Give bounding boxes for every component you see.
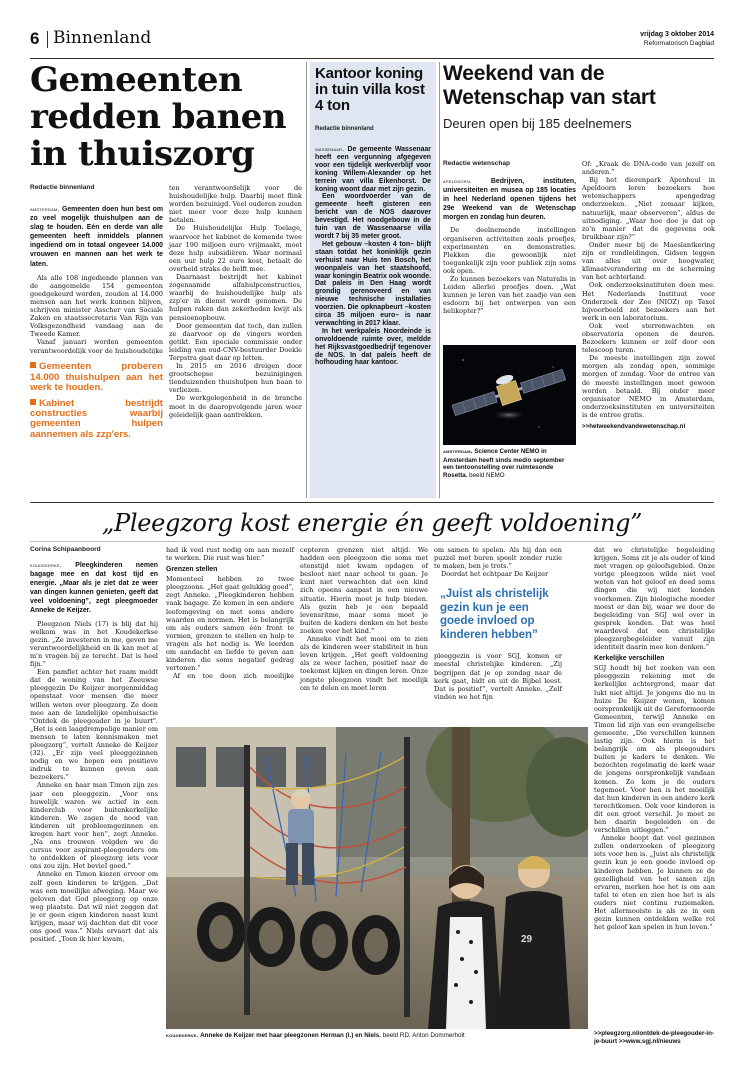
lead-paragraph — [30, 205, 163, 269]
paragraph-text: Het gebouw –kosten 4 ton– blijft staan totdat het koninklijk gezin verhuist naar Huis ten Bosch, het woonpaleis van het staatshoofd, waar koningin Beatrix ook woonde. Dat paleis in Den Haag wordt grondig gerenoveerd en van nieuwe technische installaties voorzien. Die opknapbeurt –kosten circa 35 miljoen euro– is naar verwachting in 2017 klaar. — [315, 240, 431, 327]
byline: Redactie wetenschap — [443, 160, 511, 167]
dateline: wassenaar. — [315, 146, 345, 153]
column-1 — [443, 177, 576, 316]
paragraph: In 2015 en 2016 dreigen door grootschepse bezuinigingen tienduizenden thuishulpen hun baan te verliezen. — [169, 362, 302, 395]
paragraph: Als alle 108 ingediende plannen van de aangemelde 154 gemeenten goedgekeurd worden, zouden al 14.000 mensen aan het werk kunnen blijven, schrijven minister Asscher van Sociale Zaken en staatssecretaris Van Rijn van Volksgezondheid vandaag aan de Tweede Kamer. — [30, 273, 163, 339]
paragraph — [315, 241, 431, 328]
bullet-text: Gemeenten proberen 14.000 thuishulpen aan het werk te houden. — [30, 361, 163, 393]
byline: Redactie binnenland — [30, 184, 95, 191]
paragraph-text: In het werkpaleis Noordeinde is onvoldoende ruimte over, meldde het Rijksvastgoedbedrijf tegenover de NOS. In dat paleis heeft de hofhouding haar kantoor. — [315, 327, 431, 367]
paragraph: Anneke hoopt dat veel gezinnen zullen onderzoeken of pleegzorg iets voor hen is. „Juist als christelijk gezin kun je een goede invloed op kinderen hebben. Je kunnen ze de gezelligheid van het samen zijn ervaren, merken hoe het is om aan tafel te eten en zien hoe het is als ouders niet continu ruziemaken. Het allermooiste is als ze in een gezin kunnen ontdekken welke rol het geloof kan spelen in hun leven.” — [594, 834, 715, 932]
divider — [306, 62, 307, 498]
author: Corina Schipaanboord — [30, 546, 101, 553]
paragraph: dat we christelijke begeleiding krijgen. Soms zit je als ouder of kind met vragen op geloofsgebied. Onze vorige pleegzoon wilde niet veel weten van het geloof en deed soms dingen die wij niet konden voorkomen. Zijn biologische moeder moest er dan bij, waar we door de begeleiding van SGJ wel over in gesprek konden. Dat was heel waardevol dat een christelijke pleegzorgbegeleider vanuit zijn identiteit daarin mee kon denken.” — [594, 546, 715, 652]
paragraph: cepteren grenzen niet altijd. We hadden een pleegzoon die soms met etenstijd niet kwam opdagen of besloot niet naar school te gaan. Je kunt niet verwachten dat een kind zich opeens aanpast in een nieuwe situatie. Hierin moet je hulp bieden. Als gezin heb je een bepaald levensritme, maar soms moet je buiten de kaders denken en het beste zoeken voor het kind.” — [300, 546, 428, 635]
caption-place: koudekerke. — [166, 1033, 199, 1039]
paragraph: Pleegzoon Niels (17) is blij dat hij welkom was in het Koudekerkse gezin. „Ze investeren in me, geven me verantwoordelijkheid en ik kan met al m'n vragen bij ze terecht. Dat is heel fijn.” — [30, 619, 158, 669]
paragraph: Ook onderzoeksinstituten doen mee. Het Nederlands Instituut voor Onderzoek der Zee (NIOZ) op Texel bijvoorbeeld zet bezoekers aan het werk in een laboratorium. — [582, 281, 715, 322]
caption-text: Anneke de Keijzer met haar pleegzonen Herman (l.) en Niels. — [200, 1032, 381, 1039]
paragraph: Af en toe doen zich moeilijke — [173, 672, 294, 681]
headline-line: Weekend van de — [443, 62, 605, 85]
headline-pleegzorg: „Pleegzorg kost energie én geeft voldoening” — [101, 509, 643, 537]
paragraph: pleeggezin is voor SGJ, komen er meestal christelijke kinderen. „Zij begrijpen dat je op zondag naar de kerk gaat, bidt en uit de Bijbel leest. Dat is positief”, vertelt Anneke. „Zelf vinden we het fijn — [434, 652, 562, 701]
lead-paragraph — [30, 561, 158, 616]
paragraph: De werkgelegenheid in de branche moet in de daaropvolgende jaren weer geleidelijk gaan aantrekken. — [169, 394, 302, 419]
headline-thuiszorg — [30, 62, 302, 173]
section-rule — [30, 502, 714, 503]
lead-text: Bedrijven, instituten, universiteiten en musea op 185 locaties in heel Nederland openen tijdens het 29e Weekend van de Wetenschap morgen en zondag hun deuren. — [443, 178, 576, 222]
paragraph: Daarnaast bestrijdt het kabinet zogenaamde alfahulpconstructies, waarbij de huishoudelijke hulp als zzp'er in dienst wordt genomen. De hulpen raken dan zekerheden kwijt als pensioenopbouw. — [169, 273, 302, 322]
dateline: koudekerke. — [30, 562, 62, 569]
header-paper: Reformatorisch Dagblad — [643, 40, 714, 47]
headline-line: Gemeenten — [30, 60, 243, 100]
paragraph: De deelnemende instellingen organiseren activiteiten zoals proefjes, experimenten en demonstraties. Plekken die gewoonlijk niet toegankelijk zijn voor publiek zijn soms ook open. — [443, 226, 576, 275]
paragraph: SGJ houdt bij het zoeken van een pleeggezin rekening met de kerkelijke achtergrond, maar dat lukt niet altijd. Je jongens die nu in huize De Keijzer wonen, komen oorspronkelijk uit de Gereformeerde Gemeenten, terwijl Anneke en Timon lid zijn van een evangelische gemeente. „Die verschillen kunnen lastig zijn. Ook hierin is het belangrijk om als pleegouders buiten je kaders te denken. We bezochten regelmatig de kerk waar de jongens oorspronkelijk vandaan komen. Zo kom je de ouders tegemoet. Voor hen is het moeilijk dat hun kinderen in een andere kerk terechtkomen. Ook voor kinderen is dit een groot verschil. Je moet ze hen daarin begeleiden en de verschillen uitleggen.” — [594, 664, 715, 835]
column-1 — [30, 561, 158, 1061]
headline-line: in thuiszorg — [30, 134, 255, 174]
photo-caption-rosetta — [443, 448, 576, 479]
bullet-marker — [30, 362, 36, 368]
paragraph: Ook veel sterrenwachten en observatoria openen de deuren. Bezoekers kunnen er zelf door een telescoop turen. — [582, 321, 715, 355]
dateline: apeldoorn. — [443, 178, 472, 185]
paragraph: Zo kunnen bezoekers van Naturalis in Leiden allerlei proefjes doen. „Wat kunnen je leren van het zaadje van een esdoorn bij het ontwerpen van een helikopter?” — [443, 275, 576, 316]
photo-family — [166, 727, 588, 1029]
subheadline: Deuren open bij 185 deelnemers — [443, 116, 632, 131]
paragraph: had ik veel rust nodig om aan mezelf te werken. Die rust was hier.” — [166, 546, 294, 563]
photo-rosetta — [443, 345, 576, 445]
paragraph: De Huishoudelijke Hulp Toelage, waarvoor het kabinet de komende twee jaar 190 miljoen euro vrijmaakt, moet deze hulp subsidiëren. Waar normaal een uur hulp 22 euro kost, betaalt de overheid straks de helft mee. — [169, 224, 302, 273]
paragraph: ten verantwoordelijk voor de huishoudelijke hulp. Daarbij moet flink worden bezuinigd. Veel ouderen zouden niet meer voor deze hulp kunnen betalen. — [169, 184, 302, 225]
paragraph — [315, 328, 431, 368]
family-photo-image — [166, 727, 588, 1029]
byline: Redactie binnenland — [315, 126, 374, 132]
caption-credit: beeld RD, Anton Dommerholt — [382, 1032, 465, 1039]
caption-text: Science Center NEMO in Amsterdam heeft sinds medio september een tentoonstelling over ruimtesonde Rosetta. — [443, 448, 565, 479]
column-2 — [582, 160, 715, 431]
paragraph: Of: „Kraak de DNA-code van jezelf en anderen.” — [582, 160, 715, 177]
paragraph: Anneke en haar man Timon zijn zes jaar een pleeggezin. „Voor ons huwelijk waren we actief in een kinderclub voor buitenkerkelijke kinderen. We zagen de nood van kinderen uit probleemgezinnen en kregen hart voor hen”, zegt Anneke. „Na ons trouwen volgden we de cursus voor aspirant-pleegouders om te ontdekken of pleegzorg iets voor ons zou zijn. Het bevieI goed.” — [30, 781, 158, 871]
page-number: 6 — [30, 29, 40, 48]
bullet-2 — [30, 399, 163, 440]
headline-wetenschap — [443, 62, 715, 110]
headline-line: Wetenschap van start — [443, 86, 656, 109]
article-weekend-wetenschap — [443, 62, 715, 502]
paragraph: Door gemeenten dat toch, dan zullen ze daarvoor op de vingers worden getikt. Een speciale commissie onder leiding van oud-CNV-bestuurder Doekle Terpstra gaat daar op letten. — [169, 321, 302, 362]
column-2 — [169, 184, 302, 419]
lead-text: De gemeente Wassenaar heeft een vergunning afgegeven voor een tijdelijk werkverblijf voor koning Willem-Alexander op het terrein van villa Eikenhorst. De koning woont daar met zijn gezin. — [315, 146, 431, 193]
paragraph: Een pamflet achter het raam meldt dat de woning van het Zeeuwse pleeggezin De Keijzer morgenmiddag openstaat voor mensen die meer willen weten over pleegzorg. Ze doen mee aan de landelijke openhuisactie "Ontdek de pleegouder in je buurt". „Het is een laagdrempelige manier om mensen te laten kennismaken met pleegzorg”, vertelt Anneke de Keijzer (32). „Er zijn veel pleeggezinnen nodig en we hopen een positieve indruk te kunnen geven aan bezoekers.” — [30, 668, 158, 782]
paragraph-text: Een woordvoerder van de gemeente heeft gisteren een bericht van de NOS daarover bevestigd. Het noodgebouw in de tuin van de Wassenaarse villa wordt 7 bij 35 meter groot. — [315, 193, 431, 240]
subhead-grenzen: Grenzen stellen — [166, 566, 218, 574]
headline-line: redden banen — [30, 97, 287, 137]
header-rule — [30, 58, 714, 59]
paragraph: Momenteel hebben ze twee pleegzoons. „Het gaat gelukkig goed”, zegt Anneke. „Pleegkinderen hebben vaak bagage. Ze komen in een andere leefomgeving en met soms andere waarden en normen. Het is belangrijk om als ouders samen één front te vormen, grenzen te stellen en hulp te vragen als het nodig is. We leerden om aandacht en liefde te geven aan kinderen die soms negatief gedrag vertonen.” — [166, 575, 294, 673]
article-thuiszorg — [30, 62, 302, 502]
bullet-1 — [30, 362, 163, 393]
rosetta-spacecraft-image — [443, 345, 576, 445]
column-2 — [166, 546, 294, 680]
paragraph: Bij het dierenpark Apenheul in Apeldoorn leren bezoekers hoe wetenschappers apengedrag onderzoeken. „Niet zomaar kijken, natuurlijk, maar observeren”, aldus de uitnodiging. „Waar hoe doe je dat op zo'n manier dat de gegevens ook bruikbaar zijn?” — [582, 176, 715, 241]
paragraph — [315, 193, 431, 240]
dateline: amsterdam. — [30, 206, 60, 213]
caption-credit: beeld NEMO — [469, 471, 505, 479]
page-header — [30, 25, 714, 55]
bullet-text: Kabinet bestrijdt constructies waarbij gemeenten hulpen aannemen als zzp'ers. — [30, 398, 163, 440]
column-5 — [594, 546, 715, 1016]
column-3 — [300, 546, 428, 692]
header-date: vrijdag 3 oktober 2014 — [640, 31, 714, 38]
caption-place: amsterdam. — [443, 449, 473, 455]
bullet-marker — [30, 399, 36, 405]
lead-text: Gemeenten doen hun best om zo veel mogelijk thuishulpen aan de slag te houden. Eén en derde van alle gemeenten heeft inmiddels plannen ingediend om in totaal ongeveer 14.000 vrouwen en mannen aan het werk te laten. — [30, 206, 163, 268]
article-kantoor-koning — [310, 62, 436, 498]
column-4 — [434, 546, 562, 701]
paragraph: om samen te spelen. Als hij dan een puzzel met buren speelt zonder ruzie te maken, ben je trots.” — [434, 546, 562, 571]
photo-caption-family — [166, 1032, 588, 1040]
subhead-kerkelijke: Kerkelijke verschillen — [594, 655, 665, 663]
headline-rule — [30, 541, 714, 542]
lead-text: Pleegkinderen nemen bagage mee en dat kost tijd en energie. „Maar als je ziet dat ze weer van dingen kunnen genieten, geeft dat veel voldoening”, zegt pleegmoeder Anneke de Keijzer. — [30, 562, 158, 615]
headline-kantoor: Kantoor koning in tuin villa kost 4 ton — [315, 65, 425, 114]
lead-paragraph — [315, 146, 431, 193]
header-separator — [47, 31, 48, 48]
paragraph: Anneke vindt het mooi om te zien als de kinderen weer stabiliteit in hun leven krijgen. „Het geeft voldoening als ze weer lachen, positief naar de toekomst kijken en dingen leren. Onze jongste pleegzoon vindt het moeilijk om te delen en moet leren — [300, 635, 428, 692]
article-body — [315, 146, 431, 367]
divider — [439, 62, 440, 498]
shirt-print: 29 — [521, 934, 533, 945]
section-title: Binnenland — [53, 28, 152, 48]
paragraph: Onder meer bij de Maeslantkering zijn er rondleidingen. Gidsen leggen van alles uit over hoogwater, klimaatverandering en de scherming van het achterland. — [582, 240, 715, 282]
lead-paragraph — [443, 177, 576, 222]
link-weekend-wetenschap[interactable]: >>hetweekendvandewetenschap.nl — [582, 423, 686, 430]
paragraph: Anneke en Timon kiezen ervoor om zelf geen kinderen te krijgen. „Dat was een moeilijke afweging. Maar we geloven dat God pleegzorg op onze weg plaatste. Dat wil niet zeggen dat je er geen eigen kinderen naast kunt krijgen, maar wij dachten dat dit voor ons goed was.” Niels ervaart dat als positief. „Toen ik hier kwam, — [30, 870, 158, 944]
column-1 — [30, 205, 163, 440]
paragraph: Doordat het echtpaar De Keijzer — [441, 570, 549, 579]
links-pleegzorg[interactable]: >>pleegzorg.nl/ontdek-de-pleegouder-in-je-buurt >>www.sgj.nl/nieuws — [594, 1030, 714, 1045]
paragraph: De meeste instellingen zijn zowel morgen als zondag open, sommige morgen of zondag. Voor de entree van de meeste instellingen moet gewoon worden betaald. Bij onder meer organisator NEMO in Amsterdam, onderzoeksinstituten en universiteiten is de entree gratis. — [582, 354, 715, 419]
paragraph: Vanaf januari worden gemeenten verantwoordelijk voor de huishoudelijke — [30, 338, 163, 355]
pull-quote: „Juist als christelijk gezin kun je een goede invloed op kinderen hebben” — [440, 588, 549, 641]
